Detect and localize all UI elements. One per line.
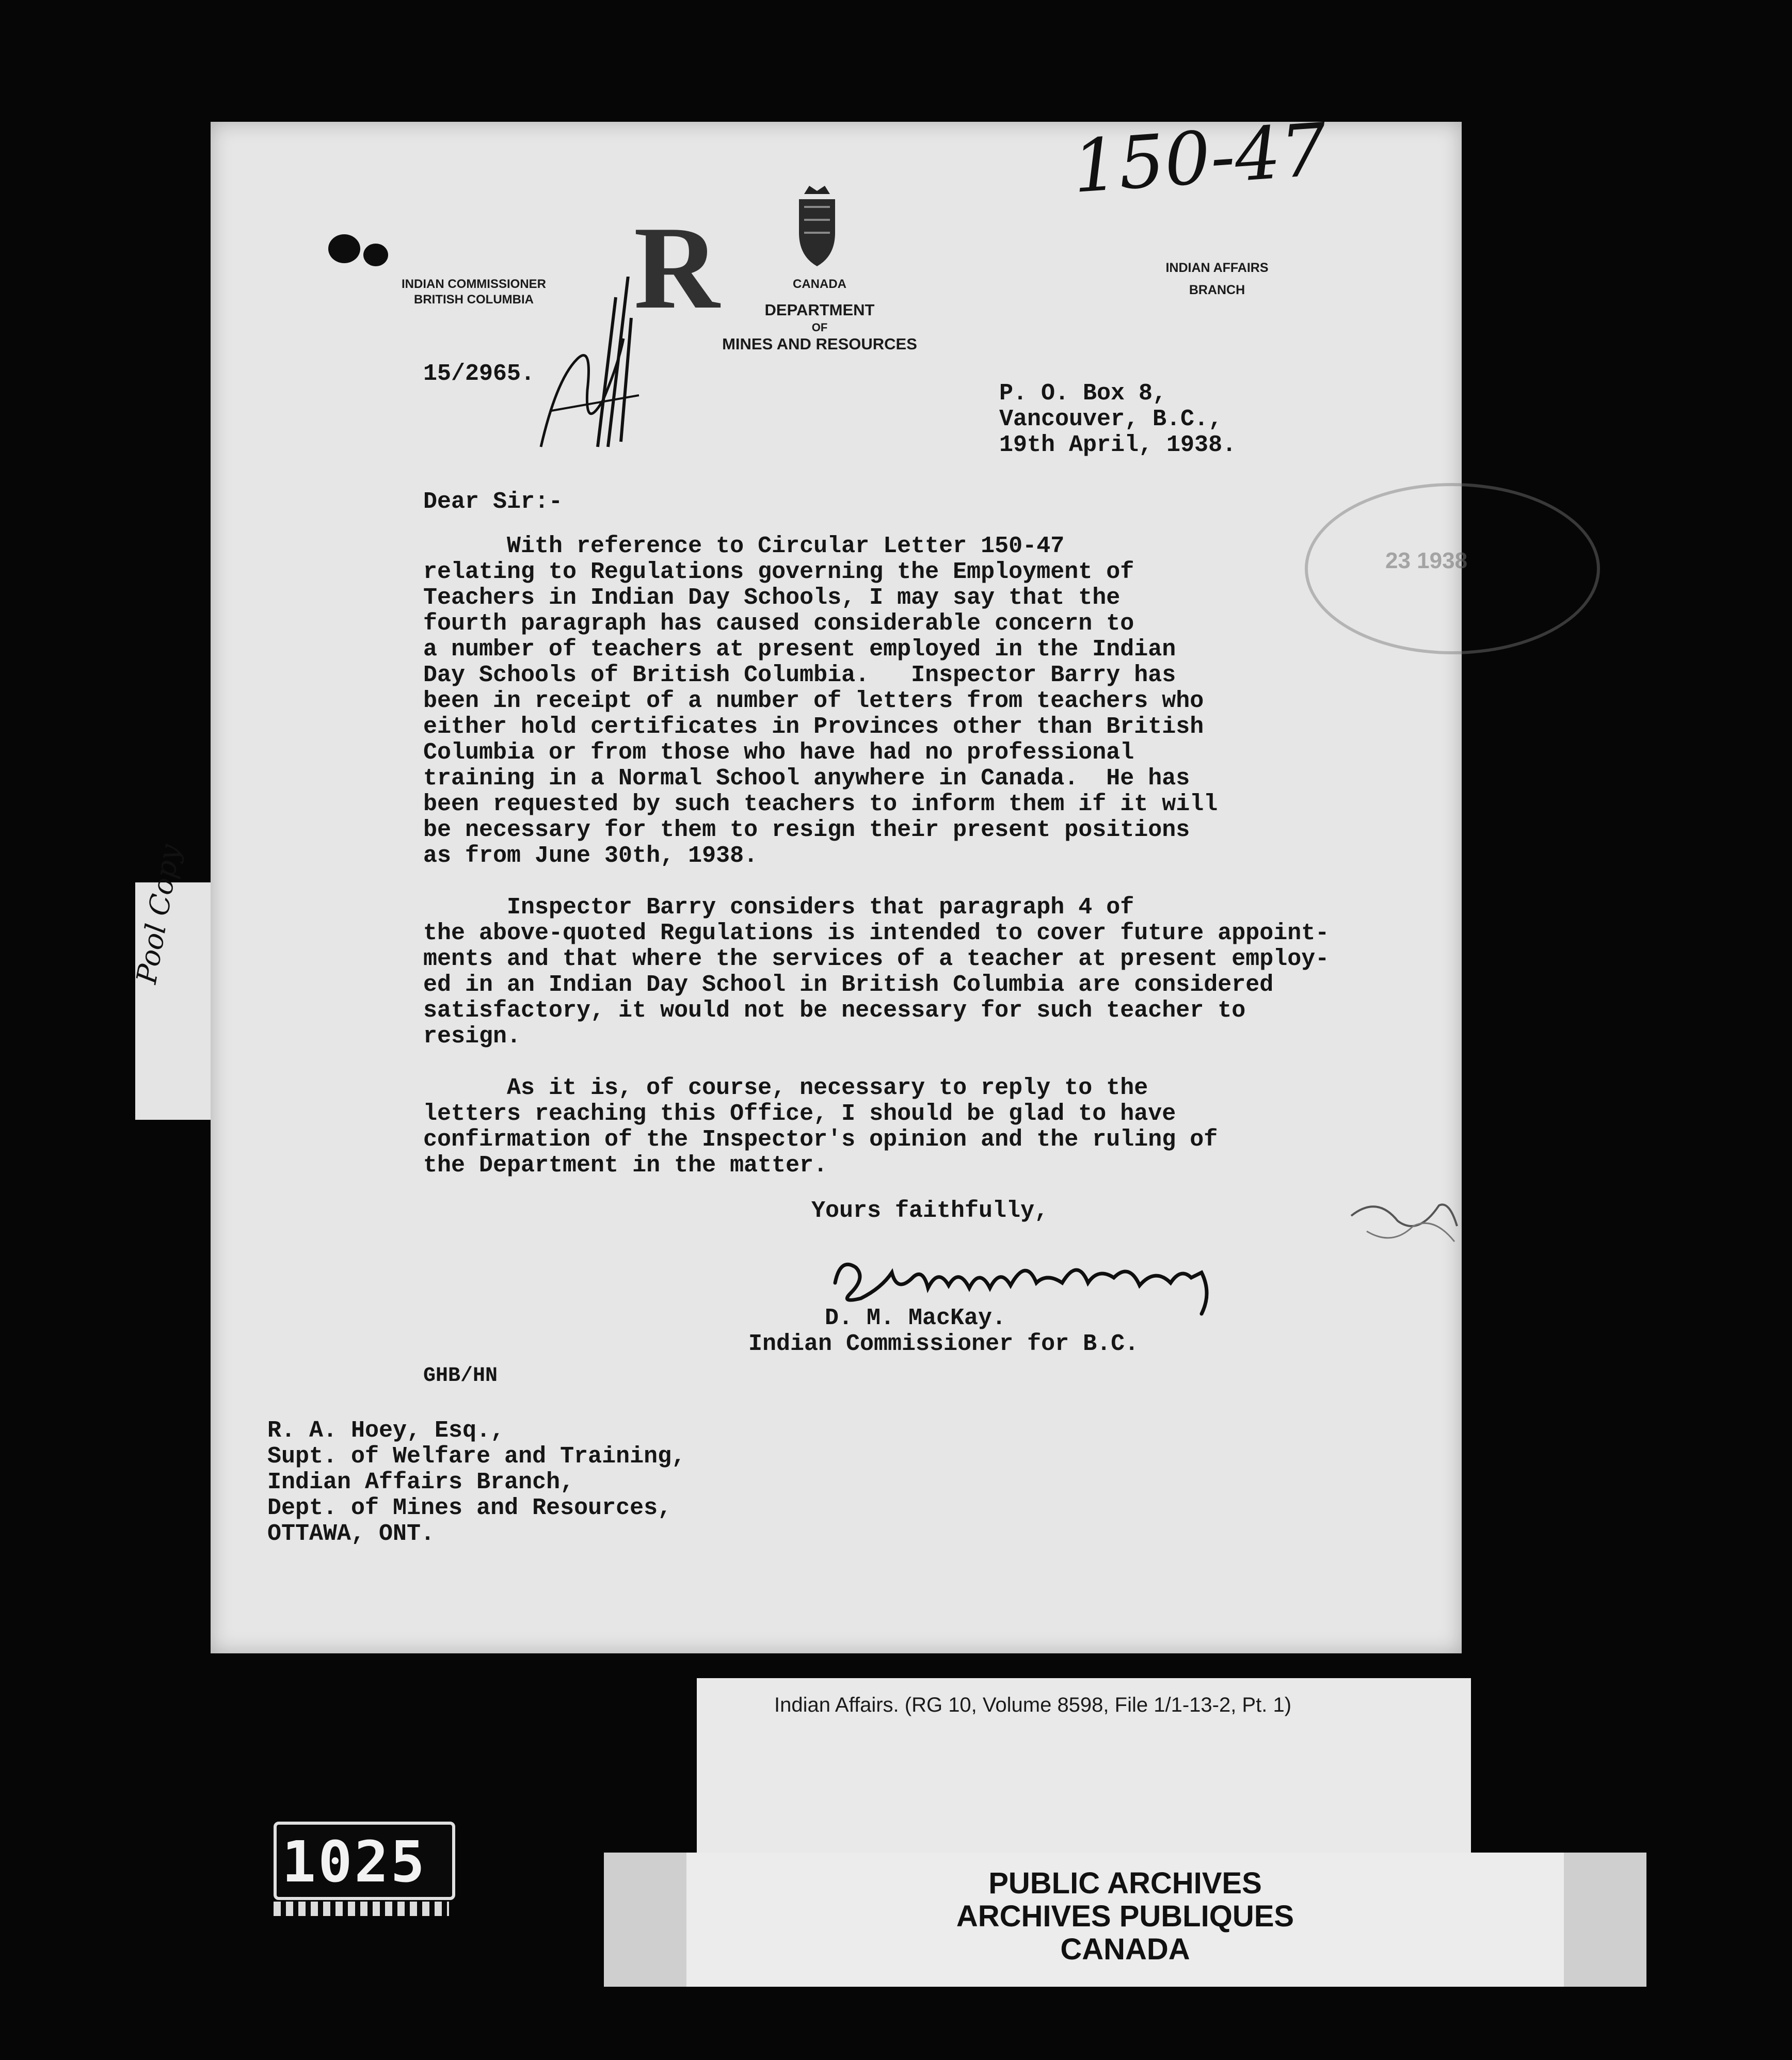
typist-initials: GHB/HN [423, 1364, 498, 1388]
body-line: ed in an Indian Day School in British Columbia are considered [423, 972, 1274, 998]
closing: Yours faithfully, [811, 1198, 1049, 1224]
letterhead-department: DEPARTMENT [764, 301, 875, 319]
body-line: been in receipt of a number of letters from teachers who [423, 688, 1204, 714]
coat-of-arms-icon [789, 184, 845, 271]
body-line: training in a Normal School anywhere in Canada. He has [423, 765, 1190, 792]
archive-citation: Indian Affairs. (RG 10, Volume 8598, File 1/1-13-2, Pt. 1) [774, 1694, 1292, 1716]
letterhead-left-line: BRITISH COLUMBIA [414, 293, 534, 307]
letterhead-country: CANADA [793, 277, 846, 291]
frame-counter-scale [274, 1902, 449, 1916]
reference-number: 15/2965. [423, 361, 535, 387]
letterhead-right-line: BRANCH [1189, 282, 1245, 297]
body-line: As it is, of course, necessary to reply to the [423, 1075, 1148, 1101]
letterhead-department: MINES AND RESOURCES [722, 335, 917, 353]
letter-page [211, 108, 1468, 1653]
body-line: the above-quoted Regulations is intended to cover future appoint- [423, 920, 1330, 946]
body-line: With reference to Circular Letter 150-47 [423, 533, 1065, 559]
body-line: been requested by such teachers to inform them if it will [423, 791, 1218, 817]
handwritten-file-number: 150-47 [1069, 108, 1330, 210]
body-line: resign. [423, 1023, 521, 1050]
letterhead-right-line: INDIAN AFFAIRS [1165, 261, 1269, 275]
salutation: Dear Sir:- [423, 489, 563, 515]
body-line: either hold certificates in Provinces other than British [423, 714, 1204, 740]
body-line: Inspector Barry considers that paragraph 4 of [423, 894, 1134, 921]
body-line: Columbia or from those who have had no professional [423, 739, 1134, 766]
body-line: be necessary for them to resign their present positions [423, 817, 1190, 843]
side-tab-text: Pool Copy [130, 842, 187, 986]
handwritten-initials [520, 277, 644, 462]
signature-title: Indian Commissioner for B.C. [748, 1331, 1139, 1357]
body-line: as from June 30th, 1938. [423, 843, 758, 869]
body-line: relating to Regulations governing the Employment of [423, 559, 1134, 585]
recipient-line: OTTAWA, ONT. [267, 1521, 435, 1547]
letterhead-department: OF [811, 320, 828, 334]
letterhead-left-line: INDIAN COMMISSIONER [401, 277, 546, 291]
body-line: the Department in the matter. [423, 1152, 828, 1179]
archives-band [604, 1853, 1646, 1987]
recipient-line: R. A. Hoey, Esq., [267, 1418, 505, 1444]
archives-line-en: PUBLIC ARCHIVES [988, 1866, 1262, 1900]
archives-label [686, 1853, 1564, 1987]
address-line: 19th April, 1938. [999, 432, 1237, 458]
recipient-line: Indian Affairs Branch, [267, 1469, 574, 1495]
archives-line-fr: ARCHIVES PUBLIQUES [956, 1900, 1294, 1933]
archives-line-country: CANADA [1060, 1933, 1190, 1966]
received-date-stamp [1305, 483, 1600, 654]
recipient-line: Dept. of Mines and Resources, [267, 1495, 672, 1521]
letterhead-center [696, 277, 943, 355]
body-line: confirmation of the Inspector's opinion and the ruling of [423, 1126, 1218, 1153]
address-line: Vancouver, B.C., [999, 406, 1223, 432]
paper-damage-mark [1346, 1185, 1460, 1267]
body-line: Day Schools of British Columbia. Inspector Barry has [423, 662, 1176, 688]
letterhead-right [1140, 257, 1294, 301]
ink-blot [328, 234, 360, 263]
received-date-stamp-text: 23 1938 [1385, 548, 1468, 573]
body-line: satisfactory, it would not be necessary for such teacher to [423, 997, 1246, 1024]
ink-blot [363, 244, 388, 266]
frame-number: 1025 [282, 1829, 427, 1895]
body-line: letters reaching this Office, I should be glad to have [423, 1101, 1176, 1127]
body-line: ments and that where the services of a teacher at present employ- [423, 946, 1330, 972]
body-line: a number of teachers at present employed in the Indian [423, 636, 1176, 663]
recipient-line: Supt. of Welfare and Training, [267, 1443, 686, 1470]
frame-counter [274, 1822, 455, 1900]
registry-stamp-r: R [634, 202, 720, 333]
side-tab [130, 842, 213, 1120]
signature-name: D. M. MacKay. [825, 1305, 1006, 1331]
body-line: Teachers in Indian Day Schools, I may say that the [423, 585, 1121, 611]
address-line: P. O. Box 8, [999, 380, 1167, 407]
body-line: fourth paragraph has caused considerable concern to [423, 610, 1134, 637]
